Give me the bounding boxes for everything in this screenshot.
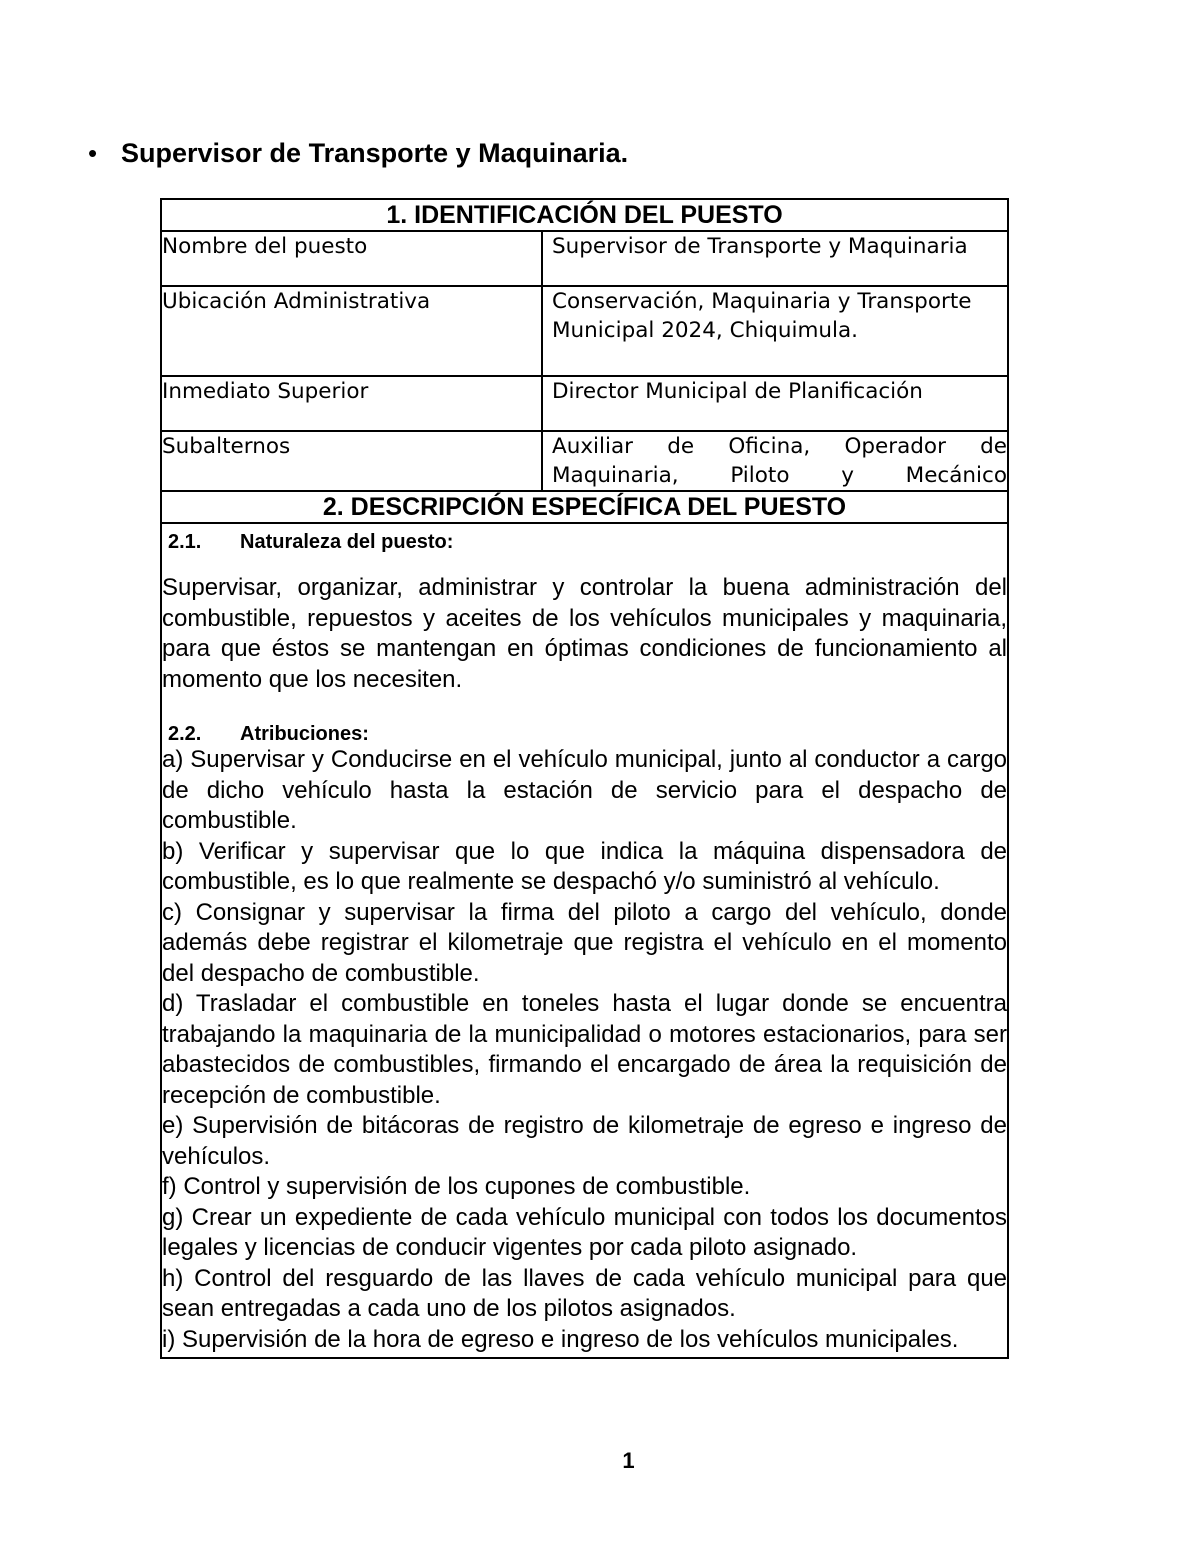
duties-title: Atribuciones: <box>240 723 369 745</box>
section-2-title: 2. DESCRIPCIÓN ESPECÍFICA DEL PUESTO <box>161 491 1008 523</box>
document-title: Supervisor de Transporte y Maquinaria. <box>121 138 629 168</box>
list-item: b) Verificar y supervisar que lo que indica la máquina dispensadora de combustible, es lo que realmente se despachó y/o suministró al vehículo. <box>162 837 1008 895</box>
table-row <box>161 286 1008 376</box>
table-row <box>161 431 1008 491</box>
nature-text: Supervisar, organizar, administrar y controlar la buena administración del combustible, repuestos y aceites de los vehículos municipales y maquinaria, para que éstos se mantengan en óptimas condiciones de funcionamiento al momento que los necesiten. <box>162 574 1008 693</box>
table-row <box>161 231 1008 286</box>
nature-title: Naturaleza del puesto: <box>240 531 454 553</box>
row-value-subalternos: Auxiliar de Oficina, Operador de Maquinaria, Piloto y Mecánico <box>542 431 1008 491</box>
row-label-ubicacion: Ubicación Administrativa <box>161 286 542 376</box>
bullet-icon: • <box>88 138 98 168</box>
list-item: f) Control y supervisión de los cupones de combustible. <box>162 1173 751 1200</box>
row-value-inmediato: Director Municipal de Planificación <box>542 376 1008 431</box>
duties-heading <box>162 715 1007 745</box>
nature-number: 2.1. <box>168 531 202 553</box>
list-item: g) Crear un expediente de cada vehículo municipal con todos los documentos legales y licencias de conducir vigentes por cada piloto asignado. <box>162 1203 1008 1261</box>
page-number: 1 <box>622 1448 635 1473</box>
list-item: e) Supervisión de bitácoras de registro de kilometraje de egreso e ingreso de vehículos. <box>162 1112 1008 1170</box>
row-label-nombre: Nombre del puesto <box>161 231 542 286</box>
list-item: c) Consignar y supervisar la firma del piloto a cargo del vehículo, donde además debe registrar el kilometraje que registra el vehículo en el momento del despacho de combustible. <box>162 898 1008 987</box>
list-item: a) Supervisar y Conducirse en el vehículo municipal, junto al conductor a cargo de dicho vehículo hasta la estación de servicio para el despacho de combustible. <box>162 746 1008 834</box>
list-item: h) Control del resguardo de las llaves de cada vehículo municipal para que sean entregadas a cada uno de los pilotos asignados. <box>162 1264 1008 1322</box>
table-row <box>161 376 1008 431</box>
nature-heading <box>162 524 1007 553</box>
page-heading <box>88 138 628 169</box>
section-1-title: 1. IDENTIFICACIÓN DEL PUESTO <box>161 199 1008 231</box>
row-value-ubicacion: Conservación, Maquinaria y Transporte Municipal 2024, Chiquimula. <box>542 286 1008 376</box>
row-value-nombre: Supervisor de Transporte y Maquinaria <box>542 231 1008 286</box>
job-description-table <box>160 198 1009 1359</box>
duties-number: 2.2. <box>168 723 202 745</box>
list-item: i) Supervisión de la hora de egreso e ingreso de los vehículos municipales. <box>162 1325 959 1353</box>
list-item: d) Trasladar el combustible en toneles hasta el lugar donde se encuentra trabajando la maquinaria de la municipalidad o motores estacionarios, para ser abastecidos de combustibles, firmando el encargado de área la requisición de recepción de combustible. <box>162 990 1008 1109</box>
row-label-inmediato: Inmediato Superior <box>161 376 542 431</box>
section-2-body <box>161 523 1008 1358</box>
row-label-subalternos: Subalternos <box>161 431 542 491</box>
